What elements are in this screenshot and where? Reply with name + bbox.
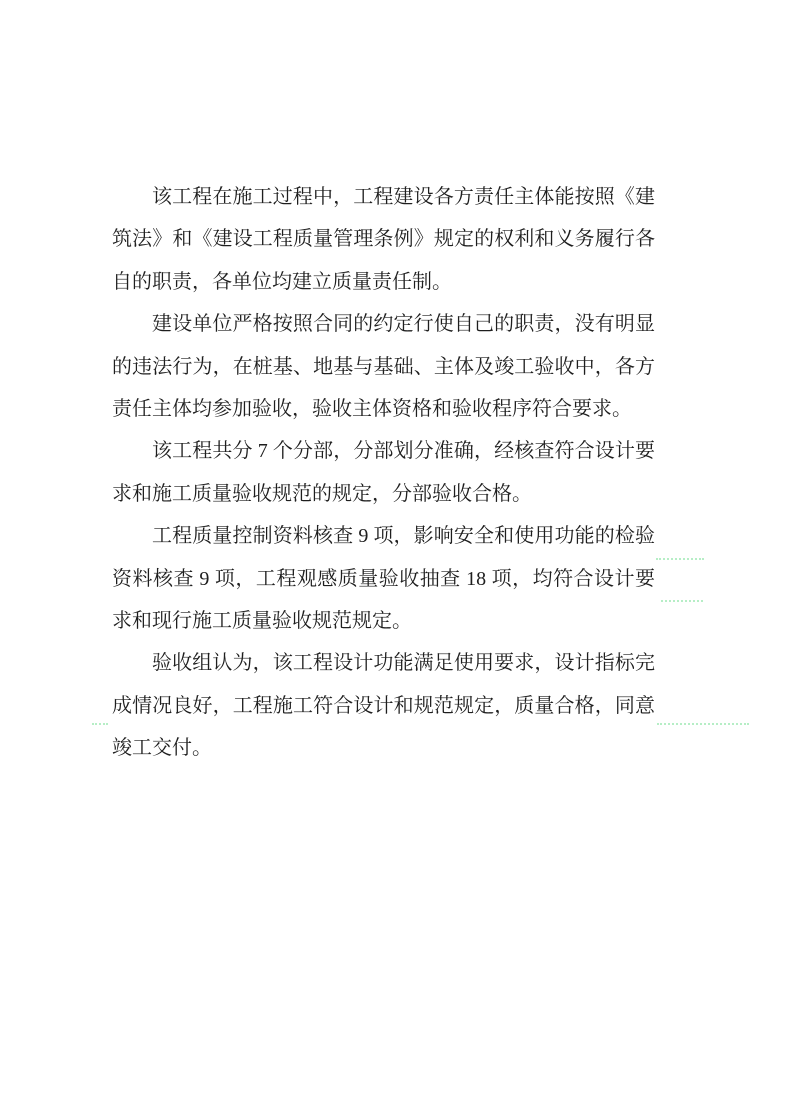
- text-line: 责任主体均参加验收，验收主体资格和验收程序符合要求。: [112, 397, 632, 420]
- text-line: 求和现行施工质量验收规范规定。: [112, 609, 412, 632]
- paragraph: [112, 176, 655, 303]
- text-line: 建设单位严格按照合同的约定行使自己的职责，没有明显: [152, 313, 655, 336]
- paragraph: [112, 303, 655, 430]
- scan-artifact-dots: [661, 600, 703, 602]
- text-line: 竣工交付。: [112, 737, 212, 760]
- scan-artifact-dots: [657, 723, 749, 725]
- text-line: 求和施工质量验收规范的规定，分部验收合格。: [112, 482, 532, 505]
- text-line: 成情况良好，工程施工符合设计和规范规定，质量合格，同意: [112, 694, 655, 717]
- paragraph: [112, 642, 655, 769]
- text-line: 该工程共分 7 个分部，分部划分准确，经核查符合设计要: [152, 440, 655, 463]
- paragraph: [112, 430, 655, 515]
- paragraph: [112, 515, 655, 642]
- text-line: 筑法》和《建设工程质量管理条例》规定的权利和义务履行各: [112, 228, 655, 251]
- text-line: 自的职责，各单位均建立质量责任制。: [112, 270, 452, 293]
- text-line: 资料核查 9 项，工程观感质量验收抽查 18 项，均符合设计要: [112, 567, 655, 590]
- text-line: 工程质量控制资料核查 9 项，影响安全和使用功能的检验: [152, 525, 655, 548]
- text-line: 该工程在施工过程中，工程建设各方责任主体能按照《建: [152, 186, 655, 208]
- text-line: 的违法行为，在桩基、地基与基础、主体及竣工验收中，各方: [112, 355, 655, 378]
- scan-artifact-dots: [656, 558, 704, 560]
- scan-artifact-dots: [92, 723, 108, 725]
- document-text: [112, 176, 655, 769]
- text-line: 验收组认为，该工程设计功能满足使用要求，设计指标完: [152, 652, 655, 675]
